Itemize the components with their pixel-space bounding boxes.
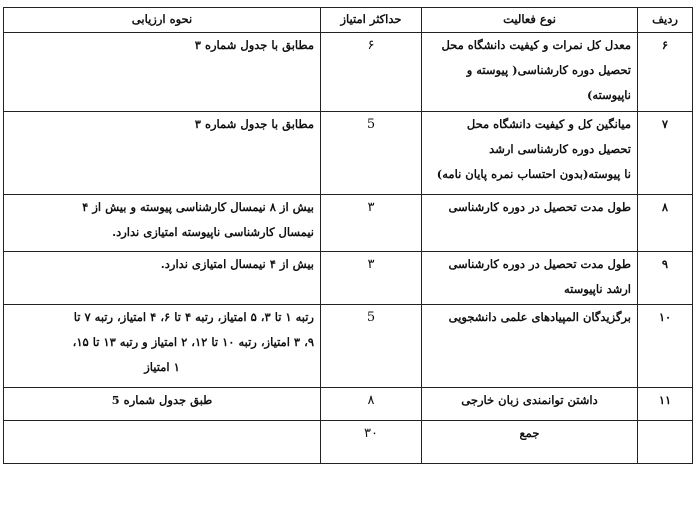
total-row (4, 421, 693, 464)
activity-cell (422, 252, 638, 305)
evaluation-line: نیمسال کارشناسی ناپیوسته امتیازی ندارد. (112, 225, 314, 239)
evaluation-cell (4, 195, 321, 252)
row-number: ۱۰ (638, 305, 693, 388)
activity-line: تحصیل دوره کارشناسی ارشد (489, 142, 631, 156)
evaluation-line: ۱ امتیاز (144, 360, 180, 374)
evaluation-cell (4, 388, 321, 421)
table-row (4, 112, 693, 195)
header-activity-type: نوع فعالیت (422, 8, 638, 33)
total-empty-cell (638, 421, 693, 464)
evaluation-cell (4, 252, 321, 305)
row-number: ۱۱ (638, 388, 693, 421)
activity-line: طول مدت تحصیل در دوره کارشناسی (448, 257, 631, 271)
total-label: جمع (422, 421, 638, 464)
evaluation-line: بیش از ۸ نیمسال کارشناسی پیوسته و بیش از ۴ (82, 200, 314, 214)
max-score-cell: 5 (321, 305, 422, 388)
activity-line: میانگین کل و کیفیت دانشگاه محل (466, 117, 631, 131)
activity-line: تحصیل دوره کارشناسی( پیوسته و (466, 63, 631, 77)
max-score-cell: ۳ (321, 195, 422, 252)
max-score-cell: ۶ (321, 33, 422, 112)
row-number: ۶ (638, 33, 693, 112)
evaluation-line: طبق جدول شماره 5 (111, 393, 213, 407)
activity-cell (422, 305, 638, 388)
evaluation-cell (4, 305, 321, 388)
evaluation-line: بیش از ۴ نیمسال امتیازی ندارد. (160, 257, 314, 271)
evaluation-cell (4, 33, 321, 112)
table-row (4, 388, 693, 421)
row-number: ۹ (638, 252, 693, 305)
total-empty-cell (4, 421, 321, 464)
evaluation-line: ۹، ۳ امتیاز، رتبه ۱۰ تا ۱۲، ۲ امتیاز و رتبه ۱۳ تا ۱۵، (72, 335, 314, 349)
table-row (4, 33, 693, 112)
activity-cell (422, 112, 638, 195)
max-score-cell: 5 (321, 112, 422, 195)
activity-cell (422, 388, 638, 421)
table-row (4, 252, 693, 305)
evaluation-line: مطابق با جدول شماره ۳ (194, 38, 314, 52)
max-score-cell: ۸ (321, 388, 422, 421)
row-number: ۷ (638, 112, 693, 195)
table-row (4, 195, 693, 252)
header-evaluation-method: نحوه ارزیابی (4, 8, 321, 33)
activity-line: ناپیوسته) (586, 88, 631, 102)
activity-line: ارشد ناپیوسته (563, 282, 631, 296)
row-number: ۸ (638, 195, 693, 252)
table-row (4, 305, 693, 388)
scoring-table (3, 7, 693, 464)
header-row-number: ردیف (638, 8, 693, 33)
activity-line: طول مدت تحصیل در دوره کارشناسی (448, 200, 631, 214)
header-row (4, 8, 693, 33)
evaluation-cell (4, 112, 321, 195)
activity-line: معدل کل نمرات و کیفیت دانشگاه محل (441, 38, 631, 52)
activity-line: برگزیدگان المپیادهای علمی دانشجویی (448, 310, 631, 324)
activity-line: داشتن توانمندی زبان خارجی (461, 393, 598, 407)
max-score-cell: ۳ (321, 252, 422, 305)
evaluation-line: مطابق با جدول شماره ۳ (194, 117, 314, 131)
activity-cell (422, 33, 638, 112)
activity-cell (422, 195, 638, 252)
evaluation-line: رتبه ۱ تا ۳، ۵ امتیاز، رتبه ۴ تا ۶، ۴ امتیاز، رتبه ۷ تا (73, 310, 314, 324)
header-max-score: حداکثر امتیاز (321, 8, 422, 33)
activity-line: نا پیوسته(بدون احتساب نمره پایان نامه) (436, 167, 631, 181)
total-value: ۳۰ (321, 421, 422, 464)
